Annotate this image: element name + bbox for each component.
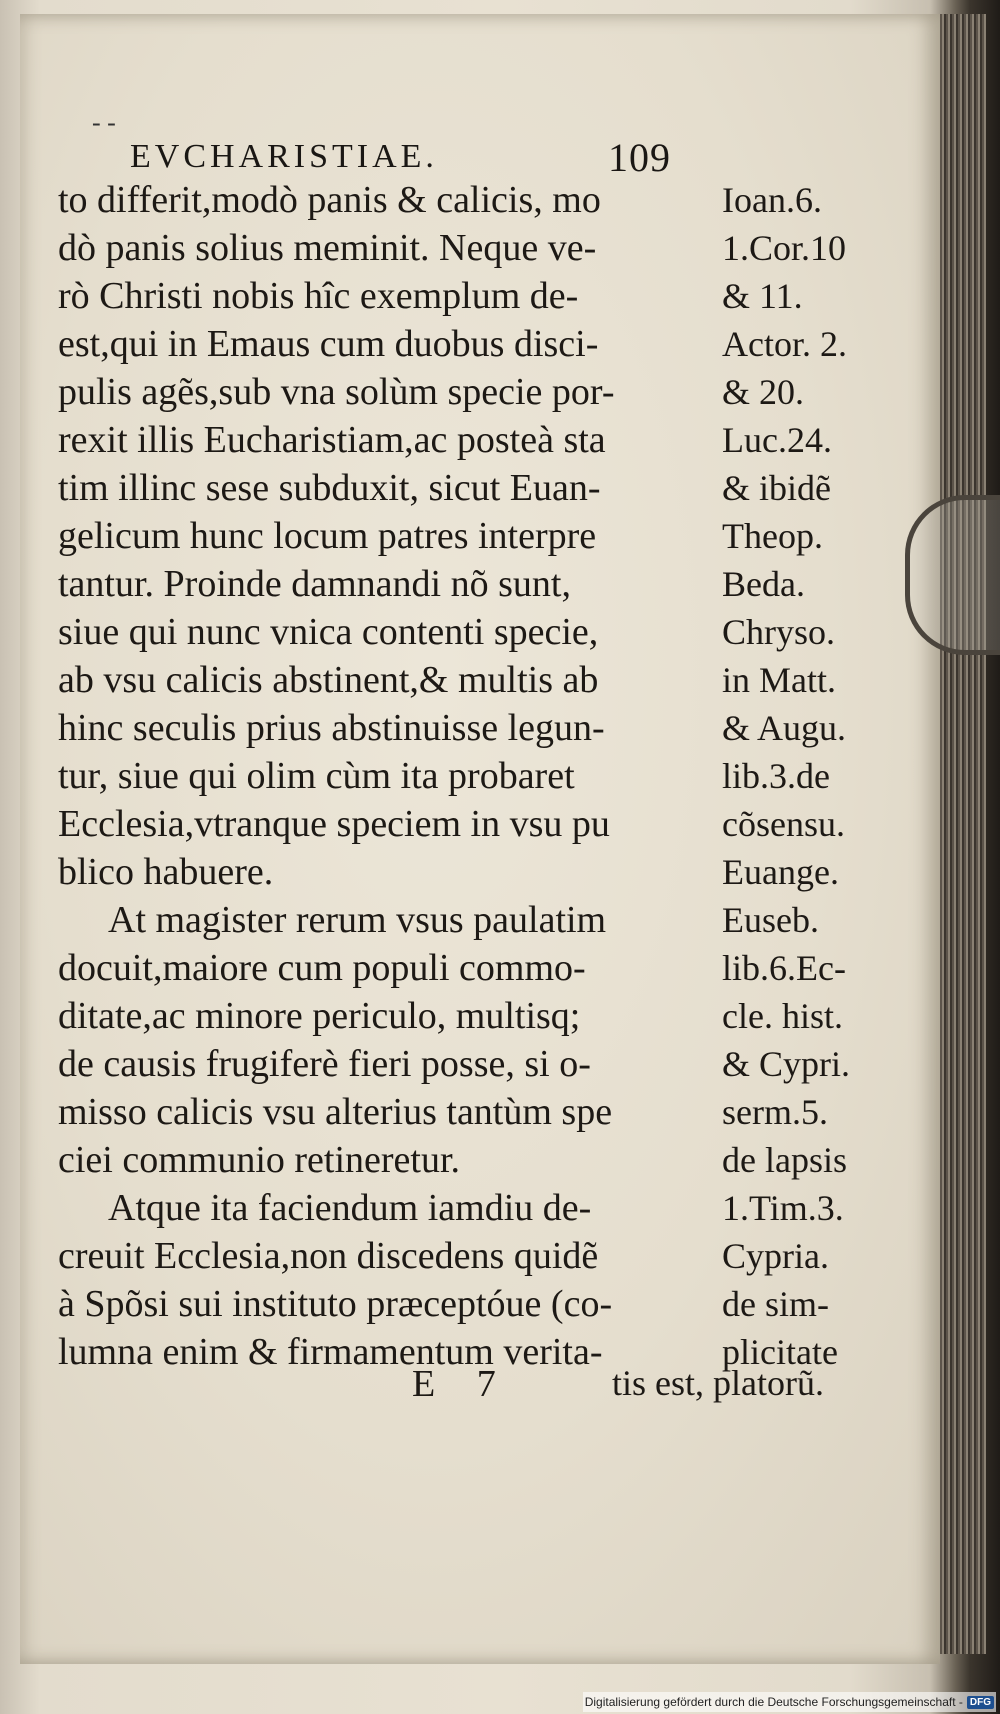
text-line: docuit,maiore cum populi commo- — [58, 947, 586, 989]
text-line: blico habuere. — [58, 851, 274, 893]
text-line: hinc seculis prius abstinuisse legun- — [58, 707, 605, 749]
margin-note: & ibidẽ — [722, 468, 831, 508]
text-line: tur, siue qui olim cùm ita probaret — [58, 755, 575, 797]
page-mark: - - — [92, 108, 116, 137]
text-line: siue qui nunc vnica contenti specie, — [58, 611, 599, 653]
text-line: misso calicis vsu alterius tantùm spe — [58, 1091, 613, 1133]
text-line: pulis agẽs,sub vna solùm specie por- — [58, 371, 615, 413]
text-line: gelicum hunc locum patres interpre — [58, 515, 597, 557]
text-line: rexit illis Eucharistiam,ac posteà sta — [58, 419, 606, 461]
margin-note: & Augu. — [722, 708, 847, 748]
text-line: ditate,ac minore periculo, multisq; — [58, 995, 581, 1037]
margin-note: & 11. — [722, 276, 803, 316]
margin-note: lib.3.de — [722, 756, 830, 796]
text-line: de causis frugiferè fieri posse, si o- — [58, 1043, 591, 1085]
credit-text: Digitalisierung gefördert durch die Deutsche Forschungsgemeinschaft - — [584, 1695, 963, 1709]
text-line: à Spõsi sui instituto præceptóue (co- — [58, 1283, 613, 1325]
text-line: to differit,modò panis & calicis, mo — [58, 179, 601, 221]
margin-note: Euange. — [722, 852, 839, 892]
margin-note: Ioan.6. — [722, 180, 822, 220]
text-line: tim illinc sese subduxit, sicut Euan- — [58, 467, 601, 509]
text-line: creuit Ecclesia,non discedens quidẽ — [58, 1235, 599, 1277]
text-line: est,qui in Emaus cum duobus disci- — [58, 323, 599, 365]
running-head-title: EVCHARISTIAE. — [130, 138, 438, 175]
text-line: rò Christi nobis hîc exemplum de- — [58, 275, 579, 317]
margin-note: & 20. — [722, 372, 805, 412]
main-text-block — [58, 176, 718, 1376]
margin-note: Cypria. — [722, 1236, 829, 1276]
margin-note: 1.Cor.10 — [722, 228, 847, 268]
margin-note: Chryso. — [722, 612, 836, 652]
text-line: At magister rerum vsus paulatim — [108, 899, 607, 941]
digitization-credit — [583, 1692, 996, 1712]
margin-note: de lapsis — [722, 1140, 847, 1180]
text-line: lumna enim & firmamentum verita- — [58, 1331, 603, 1373]
margin-note: in Matt. — [722, 660, 836, 700]
page-number: 109 — [608, 135, 671, 180]
margin-note: cõsensu. — [722, 804, 845, 844]
text-line: Atque ita faciendum iamdiu de- — [108, 1187, 592, 1229]
margin-note: lib.6.Ec- — [722, 948, 846, 988]
running-head — [130, 135, 671, 180]
margin-note: & Cypri. — [722, 1044, 851, 1084]
margin-note: plicitate — [722, 1332, 838, 1372]
margin-note: Beda. — [722, 564, 805, 604]
margin-note: Euseb. — [722, 900, 819, 940]
text-line: dò panis solius meminit. Neque ve- — [58, 227, 597, 269]
text-line: tantur. Proinde damnandi nõ sunt, — [58, 563, 571, 605]
margin-note: Theop. — [722, 516, 823, 556]
text-line: ciei communio retineretur. — [58, 1139, 461, 1181]
text-line: Ecclesia,vtranque speciem in vsu pu — [58, 803, 610, 845]
page-edge — [940, 14, 986, 1654]
margin-notes — [722, 176, 922, 1376]
margin-note: 1.Tim.3. — [722, 1188, 844, 1228]
margin-note: cle. hist. — [722, 996, 843, 1036]
margin-note: Luc.24. — [722, 420, 832, 460]
dfg-logo: DFG — [967, 1696, 994, 1709]
margin-note: Actor. 2. — [722, 324, 847, 364]
text-line: ab vsu calicis abstinent,& multis ab — [58, 659, 599, 701]
margin-note: de sim- — [722, 1284, 829, 1324]
catchword: tis est, platorũ. — [612, 1363, 824, 1403]
margin-note: serm.5. — [722, 1092, 828, 1132]
signature-mark: E 7 — [412, 1363, 512, 1405]
